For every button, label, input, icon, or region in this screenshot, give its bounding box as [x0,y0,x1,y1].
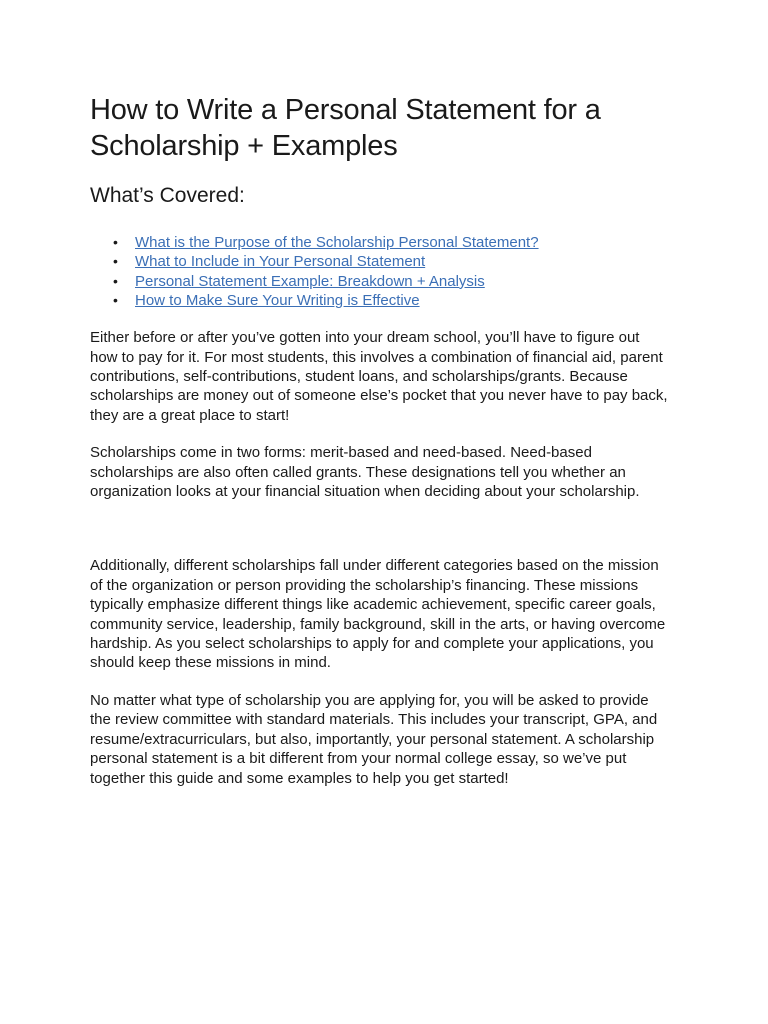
body-paragraph: Either before or after you’ve gotten into your dream school, you’ll have to figure out how to pay for it. For most students, this involves a combination of financial aid, parent contributions, self-contributions, student loans, and scholarships/grants. Because scholarships are money out of someone else’s pocket that you never have to pay back, they are a great place to start! [90,329,668,424]
toc-item [90,233,690,252]
bullet-icon: • [113,234,118,250]
toc-item [90,252,690,271]
body-paragraph: Additionally, different scholarships fall under different categories based on the mission of the organization or person providing the scholarship’s financing. These missions typically emphasize different things like academic achievement, specific career goals, community service, leadership, family background, skill in the arts, or having overcome hardship. As you select scholarships to apply for and complete your applications, you should keep these missions in mind. [90,557,666,672]
toc-link-effective-writing[interactable]: How to Make Sure Your Writing is Effective [135,291,420,309]
toc-item [90,272,690,291]
document-page [90,92,690,788]
toc-item [90,291,690,310]
toc-link-example-breakdown[interactable]: Personal Statement Example: Breakdown + Analysis [135,272,485,290]
body-paragraph: No matter what type of scholarship you are applying for, you will be asked to provide the review committee with standard materials. This includes your transcript, GPA, and resume/extracurriculars, but also, importantly, your personal statement. A scholarship personal statement is a bit different from your normal college essay, so we’ve put together this guide and some examples to help you get started! [90,691,658,787]
toc-link-purpose[interactable]: What is the Purpose of the Scholarship Personal Statement? [135,234,539,251]
bullet-icon: • [113,291,118,308]
bullet-icon: • [113,272,118,289]
body-paragraph: Scholarships come in two forms: merit-based and need-based. Need-based scholarships are also often called grants. These designations tell you whether an organization looks at your financial situation when deciding about your scholarship. [90,444,640,501]
bullet-icon: • [113,253,118,270]
section-heading: What’s Covered: [90,184,245,207]
table-of-contents [90,233,690,310]
toc-link-what-to-include[interactable]: What to Include in Your Personal Statement [135,253,426,271]
document-title: How to Write a Personal Statement for a Scholarship + Examples [90,94,601,162]
